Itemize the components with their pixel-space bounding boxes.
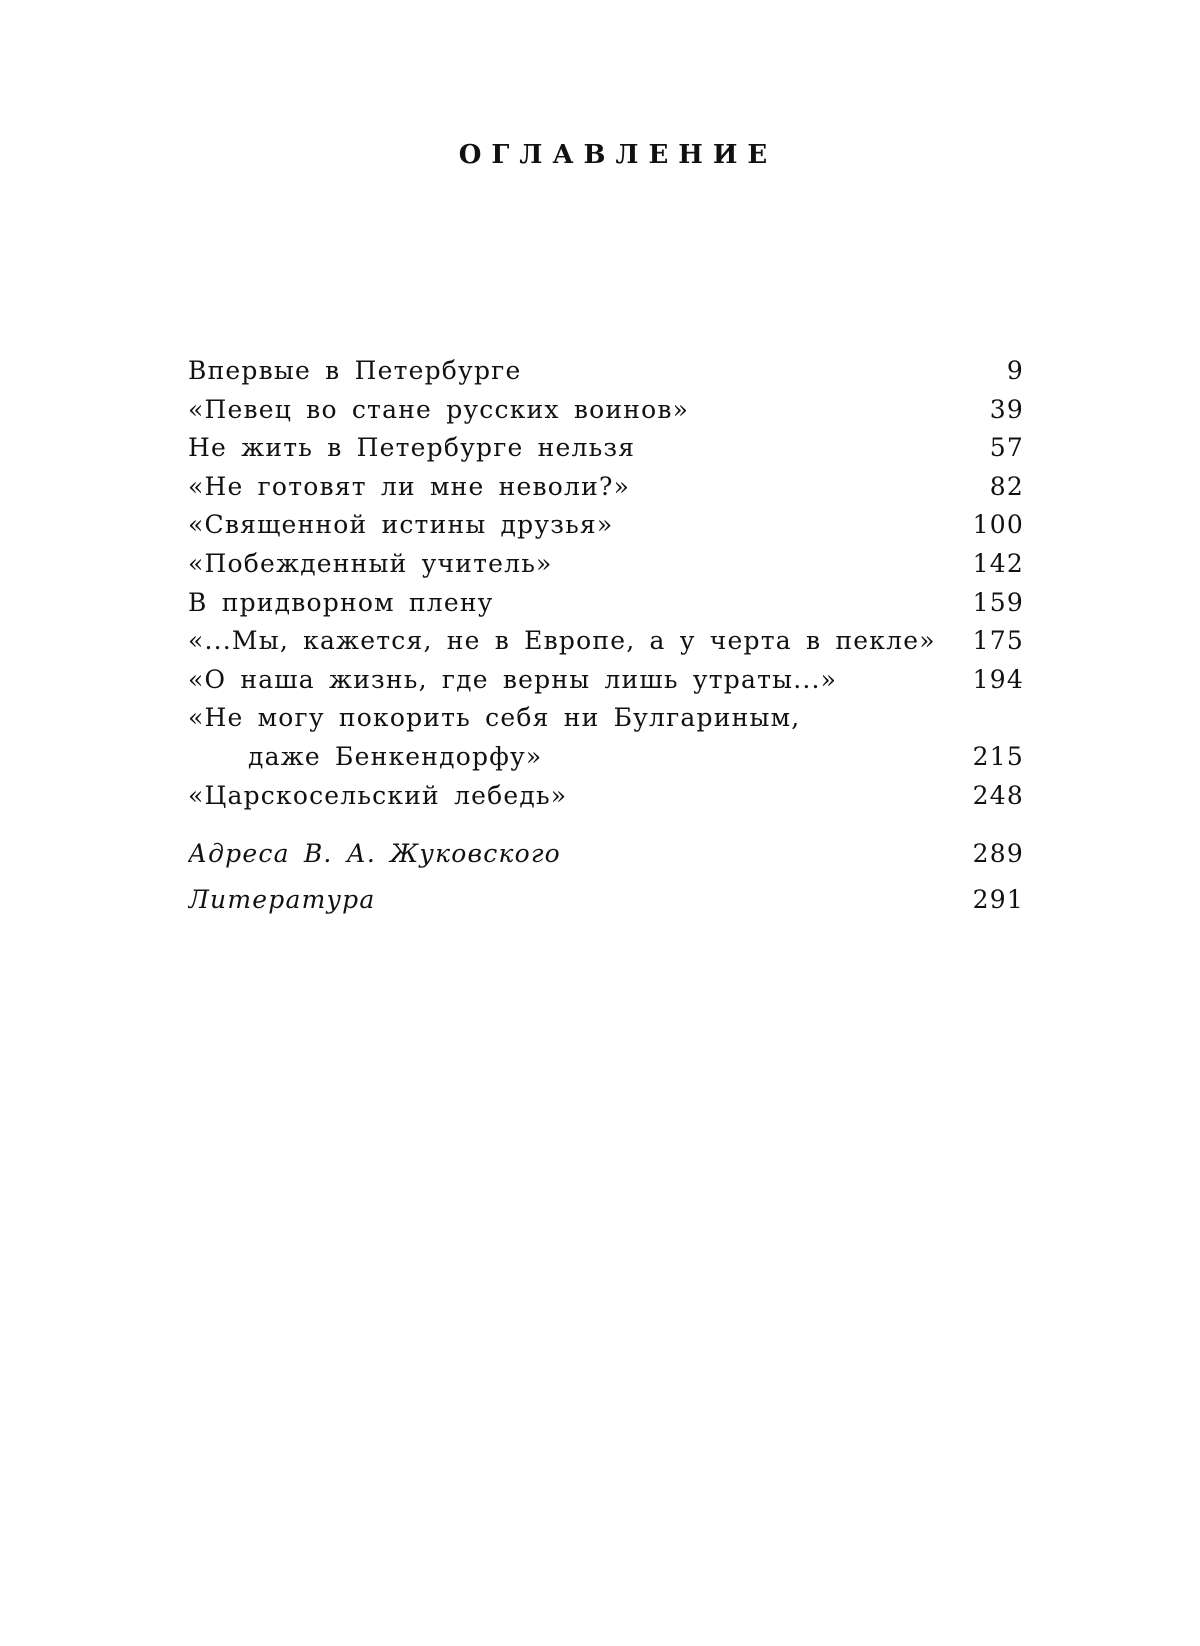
toc-entry [188, 584, 1024, 623]
toc-entry-page: 82 [989, 471, 1024, 501]
toc-entry-page: 194 [972, 664, 1024, 694]
toc-entry-page: 100 [972, 510, 1024, 540]
toc-entry-title: Не жить в Петербурге нельзя [188, 433, 636, 463]
toc-entry-title: Впервые в Петербурге [188, 356, 522, 385]
toc-entry-title: «...Мы, кажется, не в Европе, а у черта в пекле» [188, 626, 936, 656]
toc-entry-title-continued: даже Бенкендорфу» [248, 741, 543, 771]
toc-entry-line2 [188, 738, 1024, 777]
toc-appendix-entry [188, 831, 1024, 877]
toc-entry [188, 777, 1024, 816]
toc-entry-title: «Царскосельский лебедь» [188, 780, 568, 810]
toc-entry-title: Литература [188, 885, 376, 915]
toc-entry [188, 545, 1024, 584]
toc-entry [188, 661, 1024, 700]
toc-entry-title: «О наша жизнь, где верны лишь утраты...» [188, 664, 838, 694]
toc-entry-title: «Священной истины друзья» [188, 510, 614, 540]
toc-entry-title: «Не готовят ли мне неволи?» [188, 471, 631, 501]
toc-appendix-entry [188, 877, 1024, 923]
toc-entry-page: 9 [1006, 356, 1024, 385]
toc-entry [188, 468, 1024, 507]
page-title: ОГЛАВЛЕНИЕ [458, 140, 778, 170]
toc-entry-title: В придворном плену [188, 587, 494, 617]
toc-entry-page: 289 [972, 839, 1024, 869]
toc-entry-page: 175 [972, 626, 1024, 656]
toc-entry-page: 57 [989, 433, 1024, 463]
toc-entry [188, 391, 1024, 430]
toc-entry-page: 159 [972, 587, 1024, 617]
toc-entry-title: «Побежденный учитель» [188, 548, 553, 578]
section-gap [188, 815, 1024, 831]
toc-entry-title: «Певец во стане русских воинов» [188, 394, 690, 424]
toc-entry [188, 352, 1024, 391]
toc-entry-title: «Не могу покорить себя ни Булгариным, [188, 703, 801, 733]
toc-entry-title: Адреса В. А. Жуковского [188, 839, 561, 869]
toc-entry-page: 142 [972, 548, 1024, 578]
toc-entry-page: 291 [972, 885, 1024, 915]
toc-entry-line1 [188, 699, 1024, 738]
toc-entry-page: 39 [989, 394, 1024, 424]
toc-entry [188, 429, 1024, 468]
toc-entry [188, 622, 1024, 661]
table-of-contents [188, 352, 1024, 923]
toc-entry [188, 506, 1024, 545]
toc-entry-page: 248 [972, 780, 1024, 810]
toc-entry-page: 215 [972, 741, 1024, 771]
